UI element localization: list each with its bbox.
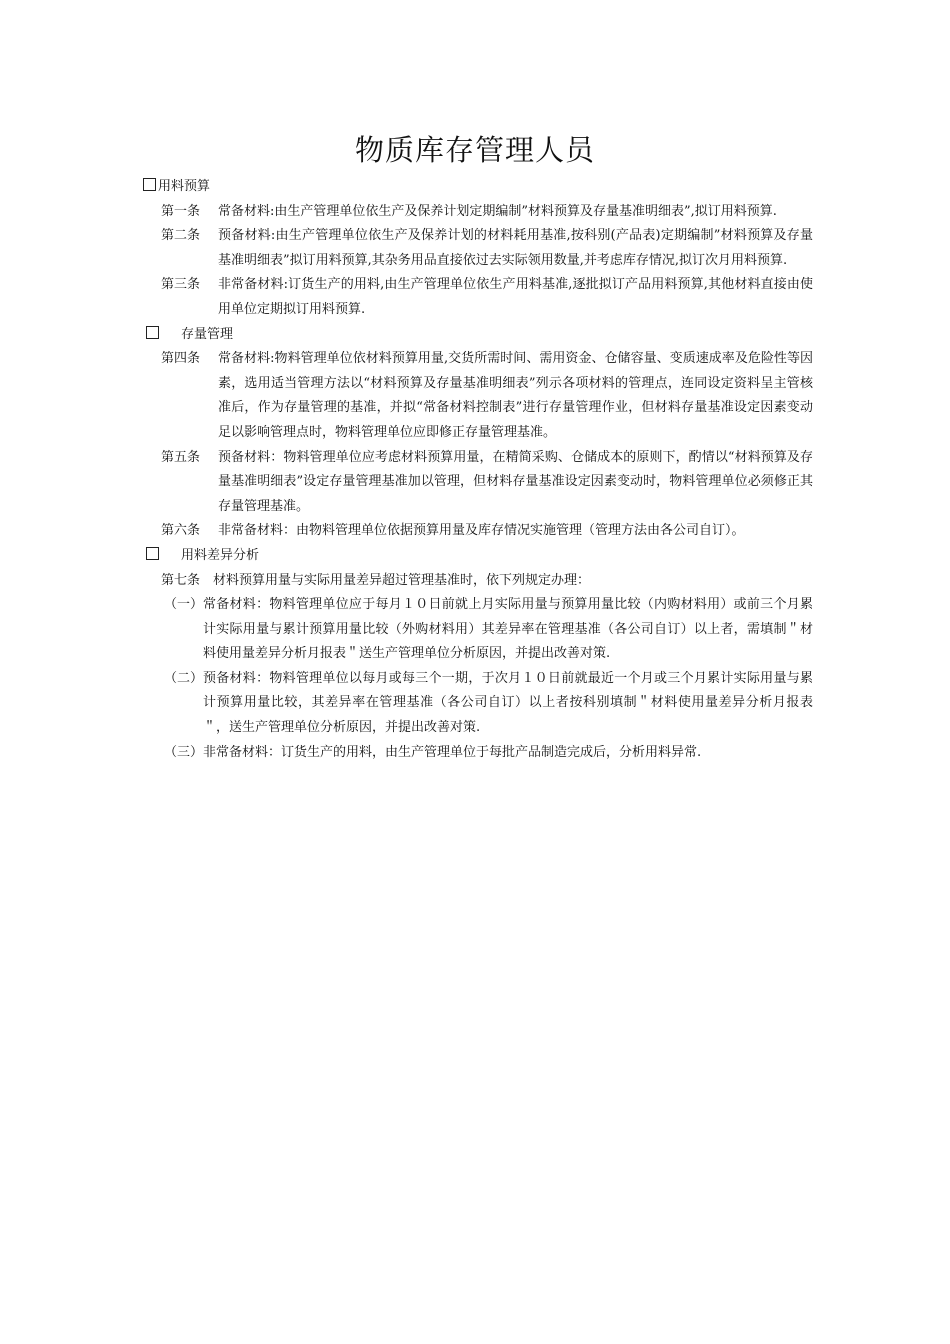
article-5 (143, 446, 813, 520)
sub-item-label: （三） (164, 744, 204, 760)
page-title: 物质库存管理人员 (354, 133, 595, 167)
article-text: 预备材料：物料管理单位应考虑材料预算用量，在精简采购、仓储成本的原则下，酌情以“材料预算及存量基准明细表”设定存量管理基准加以管理，但材料存量基准设定因素变动时，物料管理单位必须修正其存量管理基准。 (218, 449, 813, 514)
article-label: 第一条 (161, 203, 201, 219)
article-2 (143, 224, 813, 273)
article-text: 常备材料:由生产管理单位依生产及保养计划定期编制”材料预算及存量基准明细表”,拟订用料预算. (218, 203, 777, 219)
sub-item-text: 非常备材料：订货生产的用料，由生产管理单位于每批产品制造完成后，分析用料异常. (203, 744, 702, 760)
sub-item-2 (143, 667, 813, 741)
article-text: 非常备材料：由物料管理单位依据预算用量及库存情况实施管理（管理方法由各公司自订）。 (218, 523, 745, 539)
section-heading-text: 用料差异分析 (181, 547, 260, 563)
article-label: 第五条 (161, 449, 201, 465)
section-heading-variance (143, 544, 813, 569)
article-7: 第七条 材料预算用量与实际用量差异超过管理基准时，依下列规定办理： (161, 572, 591, 588)
article-label: 第三条 (161, 277, 201, 293)
checkbox-icon (143, 178, 156, 191)
sub-item-text: 预备材料：物料管理单位以每月或每三个一期，于次月１０日前就最近一个月或三个月累计实际用量与累计预算用量比较，其差异率在管理基准（各公司自订）以上者按科别填制＂材料使用量差异分析月报表＂，送生产管理单位分析原因，并提出改善对策. (203, 670, 813, 736)
section-heading-stock (143, 323, 813, 348)
sub-item-label: （一） (164, 597, 204, 613)
article-label: 第六条 (161, 523, 201, 539)
article-4 (143, 347, 813, 445)
section-heading-budget (143, 175, 813, 200)
sub-item-label: （二） (164, 670, 204, 686)
section-heading-text: 用料预算 (158, 179, 211, 194)
sub-item-text: 常备材料：物料管理单位应于每月１０日前就上月实际用量与预算用量比较（内购材料用）或前三个月累计实际用量与累计预算用量比较（外购材料用）其差异率在管理基准（各公司自订）以上者，需填制＂材料使用量差异分析月报表＂送生产管理单位分析原因，并提出改善对策. (203, 597, 813, 662)
sub-item-3 (143, 741, 813, 766)
sub-item-1 (143, 593, 813, 667)
article-3 (143, 273, 813, 322)
section-heading-text: 存量管理 (181, 326, 234, 342)
article-6 (143, 519, 813, 544)
checkbox-icon (146, 547, 159, 560)
article-label: 第二条 (161, 228, 201, 244)
checkbox-icon (146, 326, 159, 339)
document-body (143, 175, 813, 765)
article-text: 非常备材料:订货生产的用料,由生产管理单位依生产用料基准,逐批拟订产品用料预算,其他材料直接由使用单位定期拟订用料预算. (218, 277, 813, 317)
article-text: 常备材料:物料管理单位依材料预算用量,交货所需时间、需用资金、仓储容量、变质速成率及危险性等因素，选用适当管理方法以“材料预算及存量基准明细表”列示各项材料的管理点，连同设定资料呈主管核准后，作为存量管理的基准，并拟“常备材料控制表”进行存量管理作业，但材料存量基准设定因素变动足以影响管理点时，物料管理单位应即修正存量管理基准。 (218, 351, 813, 440)
article-1 (143, 200, 813, 225)
article-label: 第四条 (161, 351, 201, 367)
article-text: 预备材料:由生产管理单位依生产及保养计划的材料耗用基准,按科别(产品表)定期编制”材料预算及存量基准明细表”拟订用料预算,其杂务用品直接依过去实际领用数量,并考虑库存情况,拟订次月用料预算. (218, 228, 813, 268)
